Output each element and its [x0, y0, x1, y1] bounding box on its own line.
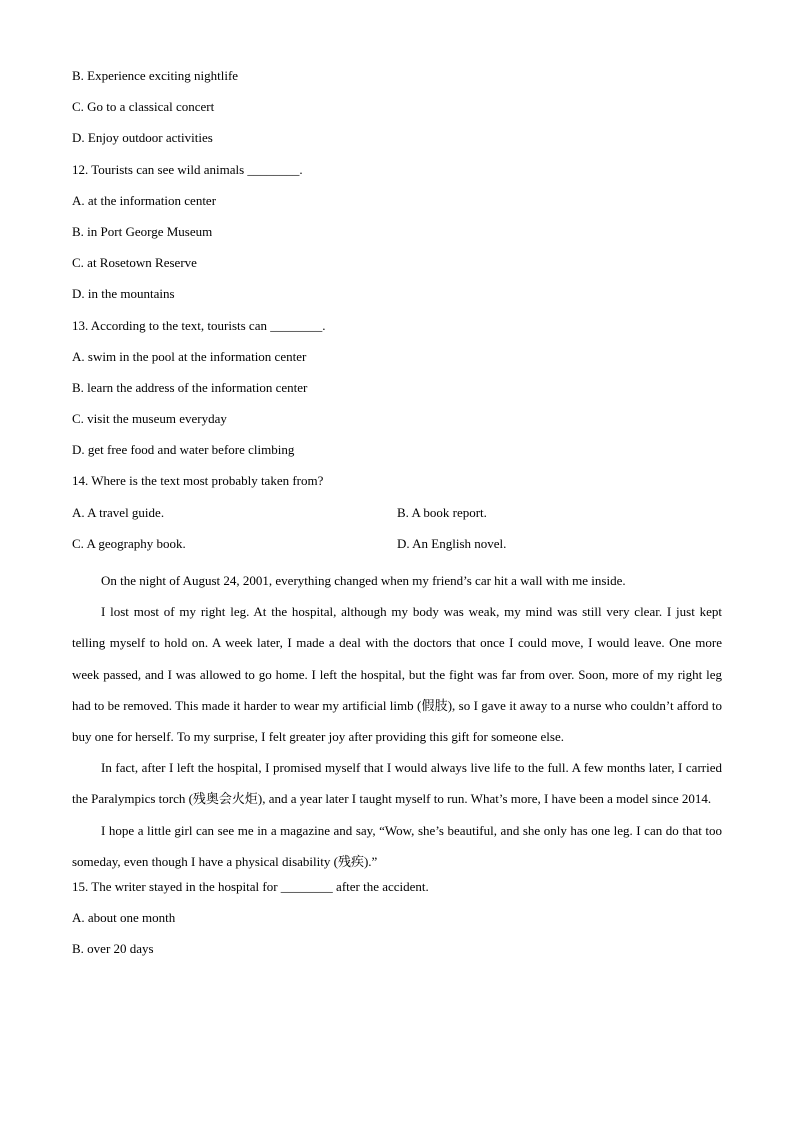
q12-option-d: D. in the mountains	[72, 286, 175, 302]
q12-option-c: C. at Rosetown Reserve	[72, 255, 197, 271]
q13-option-b: B. learn the address of the information center	[72, 379, 308, 395]
q15-stem: 15. The writer stayed in the hospital for ________ after the accident.	[72, 879, 429, 895]
passage-paragraph-4: I hope a little girl can see me in a magazine and say, “Wow, she’s beautiful, and she only has one leg. I can do that too someday, even though I have a physical disability (残疾).”	[72, 822, 722, 869]
q13-option-a: A. swim in the pool at the information center	[72, 348, 307, 364]
q14-options-row-2	[72, 534, 722, 565]
passage-paragraph-1: On the night of August 24, 2001, everything changed when my friend’s car hit a wall with me inside.	[101, 573, 626, 588]
q14-option-b: B. A book report.	[397, 504, 487, 520]
q14-option-a: A. A travel guide.	[72, 504, 165, 520]
passage-paragraph-3: In fact, after I left the hospital, I promised myself that I would always live life to the full. A few months later, I carried the Paralympics torch (残奥会火炬), and a year later I taught myself to run. What’s more, I have been a model since 2014.	[72, 760, 722, 807]
q12-option-b: B. in Port George Museum	[72, 223, 213, 239]
q11-option-c: C. Go to a classical concert	[72, 99, 215, 115]
q14-option-c: C. A geography book.	[72, 535, 186, 551]
q12-option-a: A. at the information center	[72, 192, 217, 208]
q15-option-b: B. over 20 days	[72, 941, 154, 957]
document-content	[72, 66, 722, 971]
q11-option-b: B. Experience exciting nightlife	[72, 68, 239, 83]
q11-option-d: D. Enjoy outdoor activities	[72, 130, 213, 146]
q15-option-a: A. about one month	[72, 910, 176, 926]
q14-stem: 14. Where is the text most probably taken from?	[72, 473, 324, 489]
q14-options-row-1	[72, 503, 722, 534]
q13-option-c: C. visit the museum everyday	[72, 411, 227, 427]
q13-stem: 13. According to the text, tourists can ________.	[72, 317, 326, 333]
q13-option-d: D. get free food and water before climbing	[72, 442, 295, 458]
passage-paragraph-2: I lost most of my right leg. At the hospital, although my body was weak, my mind was still very clear. I just kept telling myself to hold on. A week later, I made a deal with the doctors that once I could move, I would leave. One more week passed, and I was allowed to go home. I left the hospital, but the fight was far from over. Soon, more of my right leg had to be removed. This made it harder to wear my artificial limb (假肢), so I gave it away to a nurse who couldn’t afford to buy one for herself. To my surprise, I felt greater joy after providing this gift for someone else.	[72, 604, 722, 745]
q12-stem: 12. Tourists can see wild animals ________.	[72, 161, 303, 177]
q14-option-d: D. An English novel.	[397, 535, 507, 551]
